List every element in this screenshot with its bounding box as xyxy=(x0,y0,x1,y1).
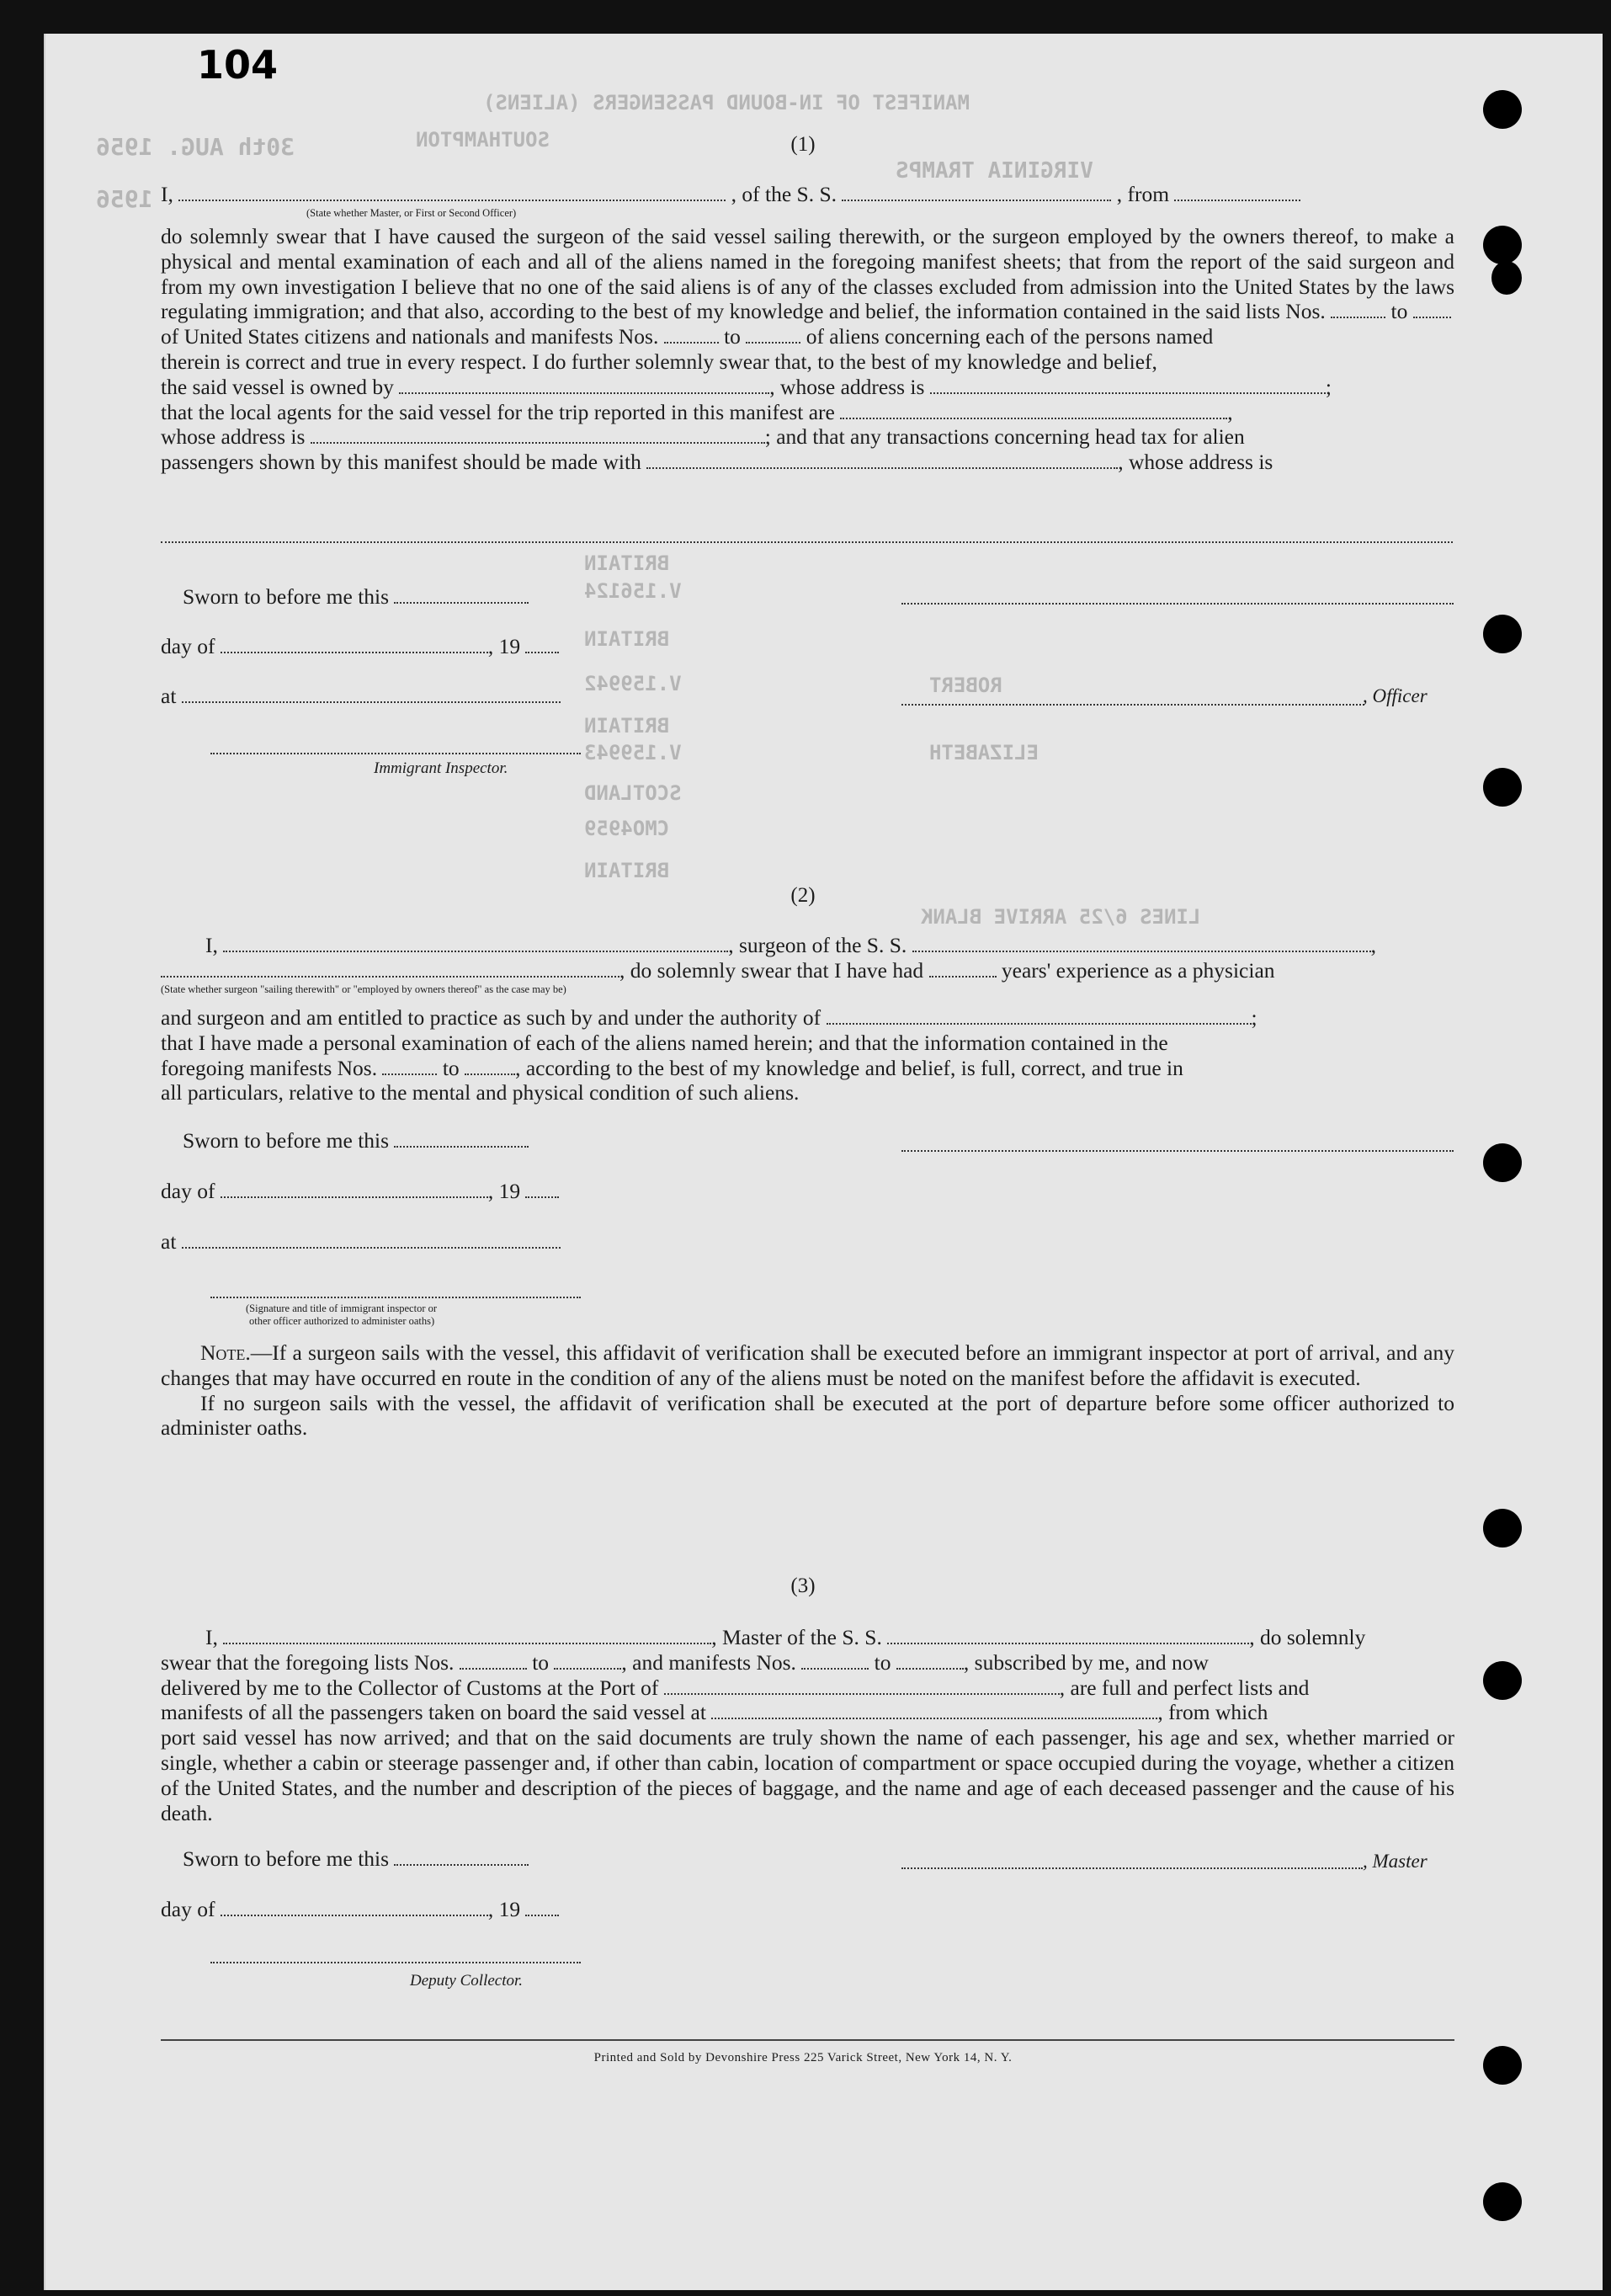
bleed-through-port: SOUTHAMPTON xyxy=(416,128,550,152)
section-3-paragraph: I, , Master of the S. S. , do solemnly swear that the foregoing lists Nos. to , and manifests Nos. to , subscribed by me, and now delivered by me to the Collector of Customs at the Port of , are full and perfect lists and manifests of all the passengers taken on board the said vessel at , from which port said vessel has now arrived; and that on the said documents are truly shown the name of each passenger, his age and sex, whether married or single, whether a cabin or steerage passenger and, if other than cabin, location of compartment or space occupied during the voyage, whether a citizen of the United States, and the number and description of the pieces of baggage, and the name and age of each deceased passenger and the cause of his death. xyxy=(161,1625,1454,1825)
i-label: I, xyxy=(161,182,173,206)
punch-hole xyxy=(1483,1509,1522,1548)
bleed-through-ship: VIRGINIA TRAMPS xyxy=(896,158,1093,184)
day-of-blank xyxy=(221,1899,488,1916)
section-1-number: (1) xyxy=(790,133,816,156)
deputy-collector-label: Deputy Collector. xyxy=(410,1972,524,1990)
agents-address-blank xyxy=(311,426,765,444)
section-2-note: (State whether surgeon "sailing therewith" or "employed by owners thereof" as the case may be) xyxy=(161,983,566,995)
manifest-page xyxy=(44,34,1603,2290)
master-manifests-from-blank xyxy=(801,1652,869,1670)
deputy-signature-line xyxy=(210,1962,581,1963)
embark-port-blank xyxy=(711,1702,1157,1719)
master-label: , Master xyxy=(1363,1851,1428,1872)
year-blank xyxy=(525,636,559,653)
section-1-line-1 xyxy=(161,182,1300,207)
master-vessel-blank xyxy=(887,1627,1249,1644)
year-blank xyxy=(525,1899,559,1916)
bleed-through-entry: SCOTLAND xyxy=(584,781,682,805)
signature-note-2: other officer authorized to administer oaths) xyxy=(249,1315,435,1327)
owner-address-blank xyxy=(930,376,1326,394)
inspector-signature-line xyxy=(210,753,581,754)
sworn-line-2: Sworn to before me this xyxy=(183,1128,529,1153)
master-manifests-to-blank xyxy=(896,1652,964,1670)
surgeon-manifests-to-blank xyxy=(465,1057,515,1074)
surgeon-manifests-from-blank xyxy=(382,1057,437,1074)
officer-signature-line xyxy=(901,603,1454,605)
bleed-through-entry: BRITAIN xyxy=(584,859,670,882)
lists-from-blank xyxy=(1331,301,1385,318)
bleed-through-entry: V.159943 xyxy=(584,741,682,764)
sworn-line-3: Sworn to before me this xyxy=(183,1846,529,1872)
bleed-through-entry: ROBERT xyxy=(929,674,1002,697)
signature-note-1: (Signature and title of immigrant inspector or xyxy=(246,1302,438,1314)
head-tax-contact-blank xyxy=(646,451,1118,469)
immigrant-inspector-label: Immigrant Inspector. xyxy=(374,759,508,777)
vessel-name-blank xyxy=(842,184,1111,201)
surgeon-note-paragraph: Note.—If a surgeon sails with the vessel, this affidavit of verification shall be executed before an immigrant inspector at port of arrival, and any changes that may have occurred en route in the condition of any of the aliens must be noted on the manifest before the affidavit is executed. If no surgeon sails with the vessel, the affidavit of verification shall be executed at the port of departure before some officer authorized to administer oaths. xyxy=(161,1340,1454,1441)
inspector-signature-line-2 xyxy=(210,1297,581,1298)
day-of-line-2: day of , 19 xyxy=(161,1179,559,1204)
punch-hole xyxy=(1483,2182,1522,2221)
surgeon-vessel-blank xyxy=(912,935,1371,952)
from-label: , from xyxy=(1116,182,1170,206)
section-2-line-1: I, , surgeon of the S. S. , xyxy=(205,933,1377,957)
section-1-note: (State whether Master, or First or Second Officer) xyxy=(306,207,517,219)
master-name-blank xyxy=(223,1627,711,1644)
footer-rule xyxy=(161,2039,1454,2041)
bleed-through-entry: V.159942 xyxy=(584,672,682,695)
surgeon-signature-line xyxy=(901,1150,1454,1152)
note-label: Note. xyxy=(200,1340,251,1365)
printer-imprint: Printed and Sold by Devonshire Press 225 Varick Street, New York 14, N. Y. xyxy=(593,2051,1013,2064)
sworn-date-blank xyxy=(394,586,529,604)
port-blank xyxy=(664,1676,1060,1694)
manifests-to-blank xyxy=(746,326,800,344)
day-of-line-1: day of , 19 xyxy=(161,634,559,659)
day-of-blank xyxy=(221,636,488,653)
punch-hole xyxy=(1491,261,1522,295)
section-2-paragraph: and surgeon and am entitled to practice as such by and under the authority of ; that I have made a personal examination of each of the aliens named herein; and that the information contained in the foregoing manifests Nos. to , according to the best of my knowledge and belief, is full, correct, and true in all particulars, relative to the mental and physical condition of such aliens. xyxy=(161,1005,1257,1105)
bleed-through-year: 1956 xyxy=(96,185,153,213)
at-place-blank xyxy=(182,1231,561,1249)
sworn-line-1: Sworn to before me this xyxy=(183,584,529,610)
punch-hole xyxy=(1483,226,1522,264)
years-blank xyxy=(929,960,997,978)
bleed-through-entry: BRITAIN xyxy=(584,551,670,575)
manifests-from-blank xyxy=(664,326,719,344)
of-ss-label: , of the S. S. xyxy=(731,182,837,206)
handwritten-page-number: 104 xyxy=(197,42,279,88)
bleed-through-header: MANIFEST OF IN-BOUND PASSENGERS (ALIENS) xyxy=(483,91,970,115)
bleed-through-entry: LINES 6/25 ARRIVE BLANK xyxy=(921,905,1201,929)
master-signature-line xyxy=(901,1867,1363,1869)
officer-label: , Officer xyxy=(1363,685,1428,706)
punch-hole xyxy=(1483,768,1522,807)
at-line-1: at xyxy=(161,684,561,709)
master-lists-to-blank xyxy=(554,1652,621,1670)
at-place-blank xyxy=(182,685,561,703)
day-of-blank xyxy=(221,1180,488,1198)
section-2-number: (2) xyxy=(790,884,816,907)
from-port-blank xyxy=(1174,184,1300,201)
bleed-through-entry: BRITAIN xyxy=(584,714,670,738)
punch-hole xyxy=(1483,615,1522,653)
year-blank xyxy=(525,1180,559,1198)
day-of-line-3: day of , 19 xyxy=(161,1897,559,1922)
lists-to-blank xyxy=(1413,301,1451,318)
agents-blank xyxy=(840,401,1227,418)
section-1-paragraph: do solemnly swear that I have caused the surgeon of the said vessel sailing therewith, or the surgeon employed by the owners thereof, to make a physical and mental examination of each and all of the aliens named in the foregoing manifest sheets; that from the report of the said surgeon and from my own investigation I believe that no one of the said aliens is of any of the classes excluded from admission into the United States by the laws regulating immigration; and that also, according to the best of my knowledge and belief, the information contained in the said lists Nos. to of United States citizens and nationals and manifests Nos. to of aliens concerning each of the persons named therein is correct and true in every respect. I do further solemnly swear that, to the best of my knowledge and belief, the said vessel is owned by , whose address is ; that the local agents for the said vessel for the trip reported in this manifest are , whose address is ; and that any transactions concerning head tax for alien passengers shown by this manifest should be made with , whose address is xyxy=(161,224,1454,475)
sworn-date-blank xyxy=(394,1848,529,1866)
section-2-line-2: , do solemnly swear that I have had years' experience as a physician xyxy=(161,958,1275,983)
at-line-2: at xyxy=(161,1229,561,1255)
owner-blank xyxy=(399,376,769,394)
officer-name-blank xyxy=(178,184,726,201)
punch-hole xyxy=(1483,1143,1522,1182)
officer-title-line xyxy=(901,704,1364,706)
bleed-through-entry: ELIZABETH xyxy=(929,741,1039,764)
section-3-number: (3) xyxy=(790,1574,816,1597)
authority-blank xyxy=(827,1007,1252,1025)
punch-hole xyxy=(1483,90,1522,129)
bleed-through-entry: V.156124 xyxy=(584,579,682,603)
sworn-date-blank xyxy=(394,1130,529,1148)
bleed-through-entry: CMO4959 xyxy=(584,817,670,840)
master-lists-from-blank xyxy=(460,1652,527,1670)
surgeon-name-blank xyxy=(223,935,728,952)
address-blank-line xyxy=(161,541,1453,543)
bleed-through-entry: BRITAIN xyxy=(584,627,670,651)
bleed-through-date: 30th AUG. 1956 xyxy=(96,133,295,161)
punch-hole xyxy=(1483,1661,1522,1700)
surgeon-status-blank xyxy=(161,960,619,978)
